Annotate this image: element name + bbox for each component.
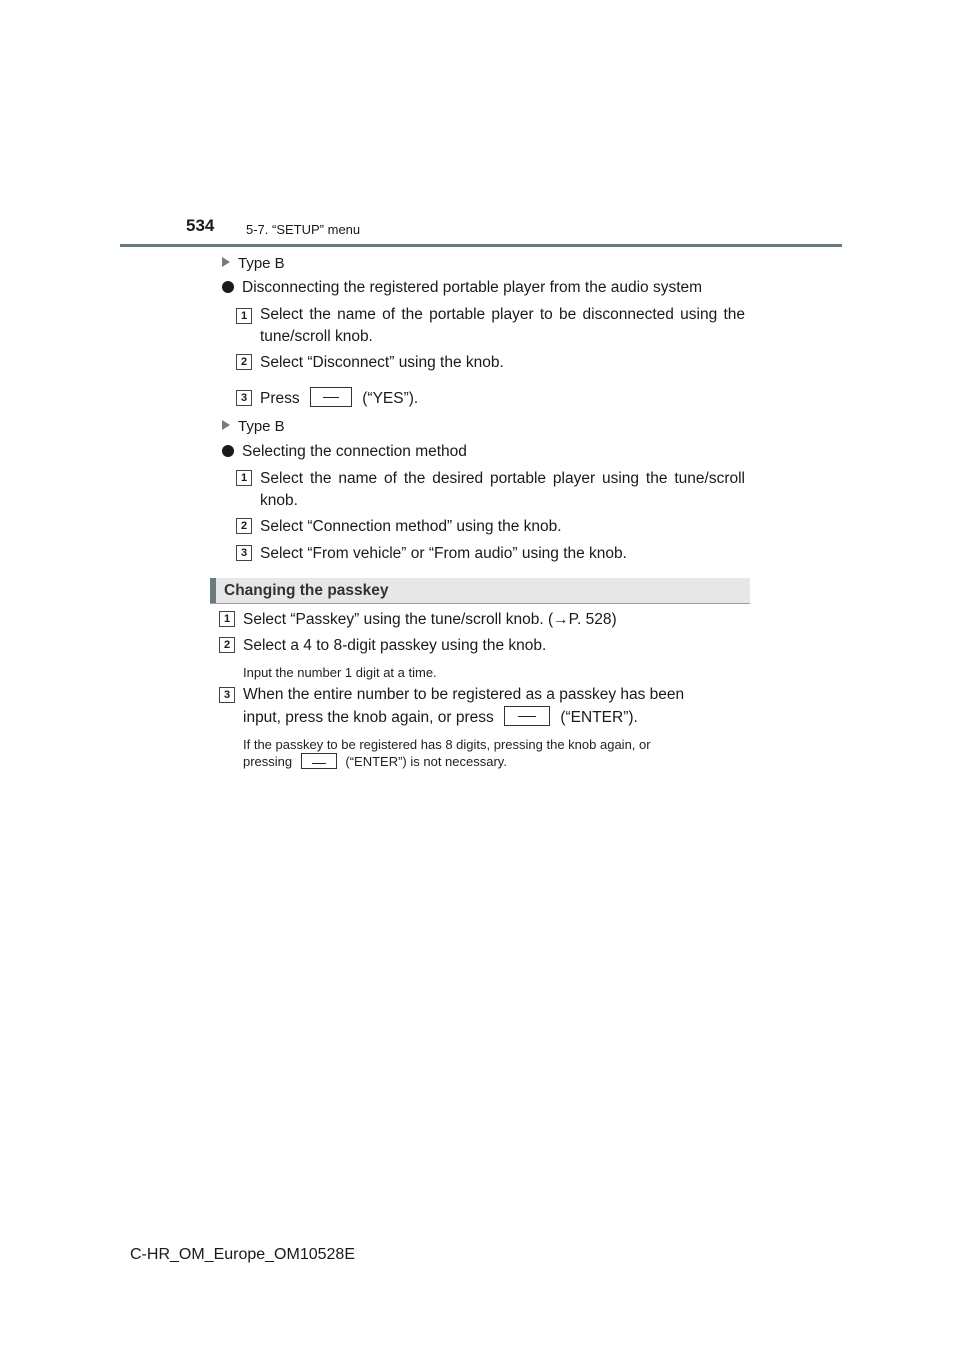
bullet-icon <box>222 281 234 293</box>
triangle-arrow-icon <box>222 420 230 430</box>
button-key-icon <box>310 387 352 407</box>
step-text: Select “Disconnect” using the knob. <box>260 354 504 371</box>
step-text: When the entire number to be registered as a passkey has been input, press the knob again, or press (“ENTER”). <box>243 686 685 726</box>
step-number-box: 1 <box>236 470 252 486</box>
topic-heading: Selecting the connection method <box>222 443 467 461</box>
step-text: Select “Connection method” using the knob. <box>260 518 562 535</box>
type-label: Type B <box>222 255 285 272</box>
step-number-box: 3 <box>236 390 252 406</box>
step-text: Select the name of the desired portable player using the tune/scroll knob. <box>260 470 745 509</box>
step-number-box: 1 <box>236 308 252 324</box>
section-title-header: 5-7. “SETUP” menu <box>246 222 361 237</box>
step-note: If the passkey to be registered has 8 digits, pressing the knob again, or pressing (“ENTER”) is not necessary. <box>243 737 651 769</box>
step-text: Press (“YES”). <box>260 387 745 410</box>
page-number: 534 <box>186 216 215 235</box>
triangle-arrow-icon <box>222 257 230 267</box>
section-heading: Changing the passkey <box>224 582 389 599</box>
step-text: Select the name of the portable player to be disconnected using the tune/scroll knob. <box>260 306 745 345</box>
step-number-box: 1 <box>219 611 235 627</box>
header-divider <box>120 244 842 247</box>
step-number-box: 2 <box>236 354 252 370</box>
section-heading-bar <box>210 578 750 604</box>
bullet-icon <box>222 445 234 457</box>
step-number-box: 2 <box>236 518 252 534</box>
step-number-box: 2 <box>219 637 235 653</box>
type-label: Type B <box>222 418 285 435</box>
step-note: Input the number 1 digit at a time. <box>243 665 437 680</box>
step-text: Select “Passkey” using the tune/scroll knob. (→P. 528) <box>243 611 617 628</box>
step-text: Select “From vehicle” or “From audio” using the knob. <box>260 545 627 562</box>
document-id: C-HR_OM_Europe_OM10528E <box>130 1246 355 1263</box>
button-key-icon <box>504 706 550 726</box>
topic-heading: Disconnecting the registered portable player from the audio system <box>222 279 702 297</box>
step-number-box: 3 <box>236 545 252 561</box>
section-accent <box>210 578 216 603</box>
step-text: Select a 4 to 8-digit passkey using the knob. <box>243 637 547 654</box>
button-key-icon <box>301 753 337 769</box>
step-number-box: 3 <box>219 687 235 703</box>
